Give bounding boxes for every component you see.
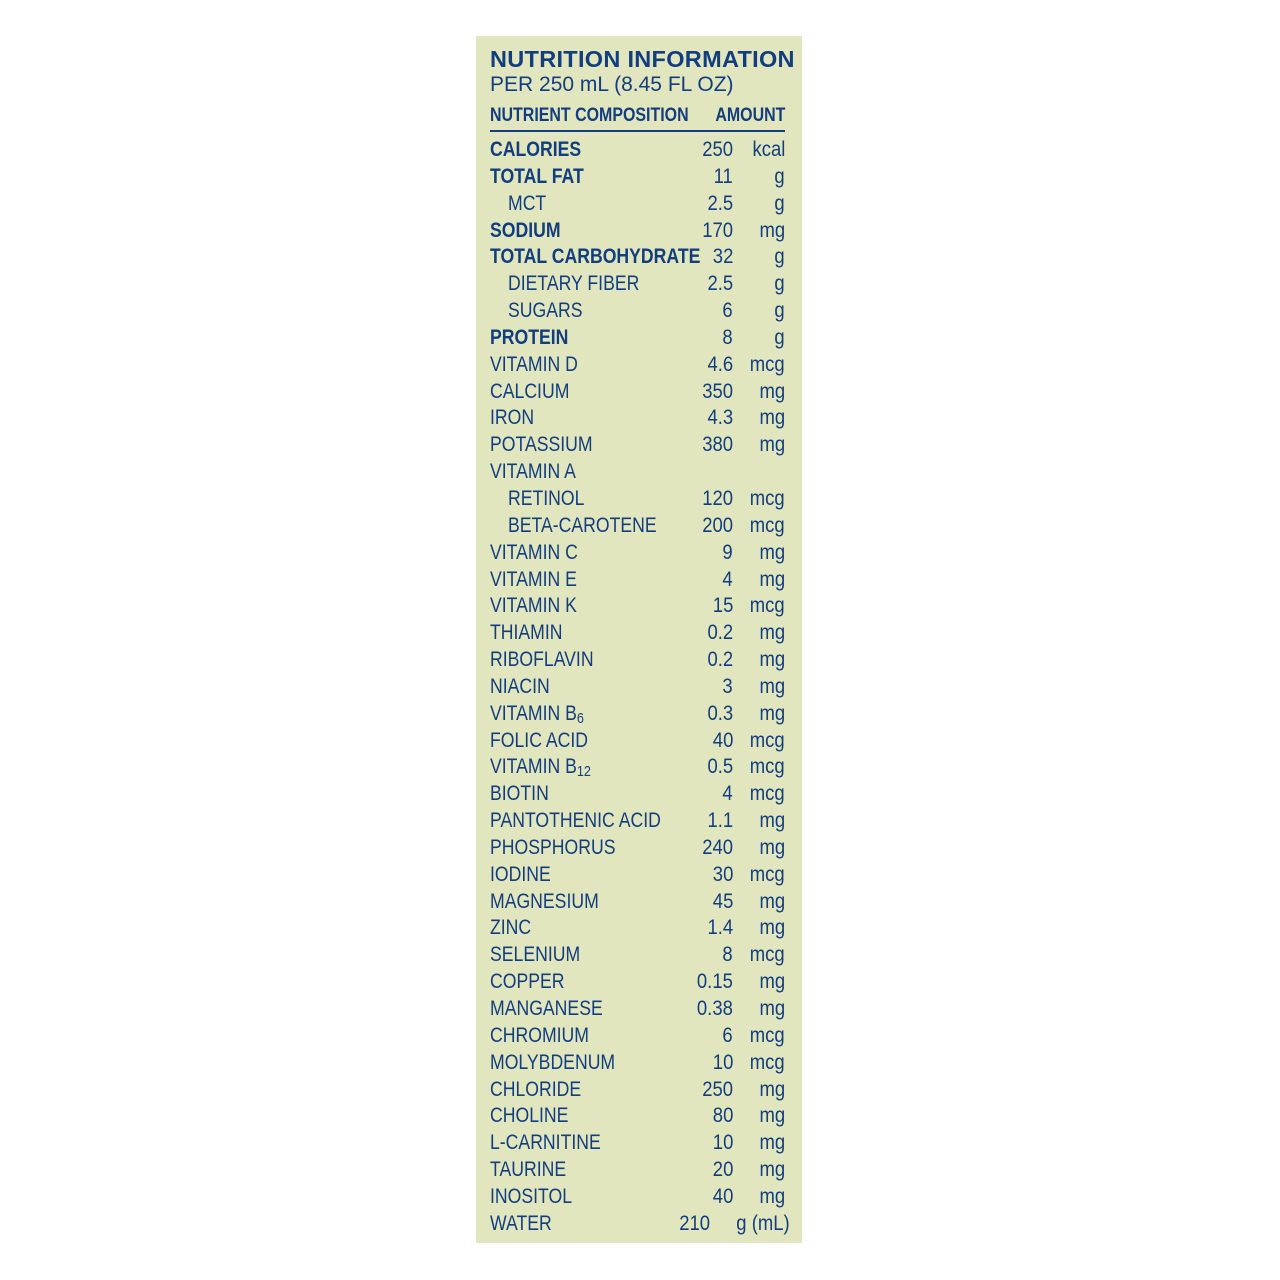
nutrient-amount: 40 xyxy=(712,1184,733,1208)
nutrient-unit: mcg xyxy=(750,728,785,752)
nutrient-amount: 4 xyxy=(722,567,733,591)
nutrient-row xyxy=(476,1157,802,1184)
nutrient-unit: mcg xyxy=(750,1050,785,1074)
nutrient-unit: mcg xyxy=(750,782,785,806)
nutrient-name: FOLIC ACID xyxy=(490,728,589,752)
nutrient-unit: mg xyxy=(759,218,785,242)
nutrient-row xyxy=(476,808,802,835)
nutrient-amount: 200 xyxy=(702,513,733,537)
nutrient-amount: 250 xyxy=(702,138,733,161)
nutrient-amount: 10 xyxy=(712,1050,733,1074)
nutrient-unit: mg xyxy=(759,835,785,859)
nutrient-row xyxy=(476,620,802,647)
nutrient-unit: mg xyxy=(759,1104,785,1128)
nutrient-row xyxy=(476,1130,802,1157)
nutrient-name: SELENIUM xyxy=(490,943,581,967)
nutrient-row xyxy=(476,781,802,808)
nutrient-name: PANTOTHENIC ACID xyxy=(490,809,661,833)
nutrient-unit: mg xyxy=(759,1077,785,1101)
nutrient-name: COPPER xyxy=(490,970,565,994)
nutrient-unit: mg xyxy=(759,701,785,725)
column-header-amount: AMOUNT xyxy=(714,105,785,126)
nutrient-name: INOSITOL xyxy=(490,1184,573,1208)
nutrient-row xyxy=(476,325,802,352)
nutrient-row xyxy=(476,137,802,164)
nutrient-name: VITAMIN A xyxy=(490,460,576,484)
nutrient-unit: g xyxy=(774,299,785,323)
nutrient-row xyxy=(476,754,802,781)
nutrient-row xyxy=(476,1184,802,1211)
nutrient-unit: mg xyxy=(759,997,785,1020)
nutrient-row xyxy=(476,459,802,486)
nutrient-amount: 11 xyxy=(713,164,733,188)
nutrient-amount: 1.4 xyxy=(707,916,733,940)
nutrient-row xyxy=(476,540,802,567)
column-header-nutrient: NUTRIENT COMPOSITION xyxy=(490,105,689,126)
nutrient-subscript: 12 xyxy=(576,763,591,781)
nutrient-row xyxy=(476,244,802,271)
nutrient-unit: mg xyxy=(759,916,785,940)
nutrient-name: RIBOFLAVIN xyxy=(490,648,594,672)
nutrient-name: MAGNESIUM xyxy=(490,889,599,913)
nutrient-unit: mcg xyxy=(750,755,785,779)
nutrient-unit: mg xyxy=(759,406,785,430)
nutrient-amount: 240 xyxy=(702,835,733,859)
nutrient-unit: g xyxy=(774,245,785,269)
nutrient-name: VITAMIN $B_{12}$ xyxy=(490,755,591,781)
nutrient-row xyxy=(476,164,802,191)
nutrient-unit: mcg xyxy=(750,594,785,618)
nutrient-amount: 45 xyxy=(712,889,733,913)
nutrient-row xyxy=(476,1211,802,1238)
nutrient-name: RETINOL xyxy=(508,486,585,510)
nutrient-unit: mg xyxy=(759,889,785,913)
nutrient-name: BIOTIN xyxy=(490,782,549,806)
nutrient-unit: mcg xyxy=(750,1023,785,1047)
nutrient-subscript: 6 xyxy=(576,709,584,727)
nutrient-row xyxy=(476,1023,802,1050)
nutrient-unit: mg xyxy=(759,540,785,564)
nutrient-name: CALORIES xyxy=(490,138,582,161)
nutrient-name: WATER xyxy=(490,1211,552,1235)
nutrient-name: CHOLINE xyxy=(490,1104,569,1128)
nutrient-amount: 210 xyxy=(679,1211,710,1235)
nutrient-amount: 30 xyxy=(712,862,733,886)
nutrient-amount: 20 xyxy=(712,1158,733,1182)
nutrient-amount: 6 xyxy=(722,299,733,323)
nutrient-row xyxy=(476,567,802,594)
nutrient-row xyxy=(476,191,802,218)
nutrient-name: CHLORIDE xyxy=(490,1077,582,1101)
nutrient-row xyxy=(476,1103,802,1130)
header-divider xyxy=(490,130,785,132)
nutrient-row xyxy=(476,593,802,620)
nutrient-amount: 4 xyxy=(722,782,733,806)
nutrient-row xyxy=(476,271,802,298)
nutrient-unit: mg xyxy=(759,379,785,403)
nutrient-amount: 2.5 xyxy=(707,272,733,296)
nutrient-name: VITAMIN C xyxy=(490,540,578,564)
nutrient-unit: mcg xyxy=(750,862,785,886)
nutrient-name: THIAMIN xyxy=(490,621,563,645)
nutrient-amount: 3 xyxy=(722,674,733,698)
nutrient-name: VITAMIN E xyxy=(490,567,577,591)
nutrient-row xyxy=(476,969,802,996)
nutrient-row xyxy=(476,942,802,969)
nutrient-amount: 40 xyxy=(712,728,733,752)
serving-size: PER 250 mL (8.45 FL OZ) xyxy=(490,73,734,96)
nutrient-name: TAURINE xyxy=(490,1158,567,1182)
nutrient-amount: 6 xyxy=(722,1023,733,1047)
nutrient-row xyxy=(476,1050,802,1077)
nutrient-amount: 4.3 xyxy=(707,406,733,430)
nutrient-unit: mg xyxy=(759,1158,785,1182)
nutrient-unit: mg xyxy=(759,674,785,698)
nutrient-unit: mg xyxy=(759,567,785,591)
nutrient-row xyxy=(476,674,802,701)
nutrient-row xyxy=(476,379,802,406)
nutrient-name: CHROMIUM xyxy=(490,1023,589,1047)
nutrient-name: POTASSIUM xyxy=(490,433,593,457)
nutrient-unit: mg xyxy=(759,648,785,672)
nutrient-row xyxy=(476,915,802,942)
nutrient-list xyxy=(476,137,802,1238)
nutrient-row xyxy=(476,862,802,889)
nutrient-amount: 0.3 xyxy=(707,701,733,725)
nutrient-amount: 120 xyxy=(702,486,733,510)
nutrient-unit: g xyxy=(774,191,785,215)
nutrient-row xyxy=(476,432,802,459)
nutrient-name: SODIUM xyxy=(490,218,561,242)
nutrient-name: BETA-CAROTENE xyxy=(508,513,657,537)
nutrient-amount: 250 xyxy=(702,1077,733,1101)
nutrient-row xyxy=(476,298,802,325)
nutrient-name: L-CARNITINE xyxy=(490,1131,601,1155)
nutrient-name: TOTAL CARBOHYDRATE xyxy=(490,245,701,269)
nutrient-name: SUGARS xyxy=(508,299,583,323)
nutrient-name: MANGANESE xyxy=(490,997,603,1020)
nutrient-amount: 380 xyxy=(702,433,733,457)
nutrient-name: VITAMIN D xyxy=(490,352,578,376)
nutrient-amount: 4.6 xyxy=(707,352,733,376)
nutrient-amount: 1.1 xyxy=(707,809,733,833)
nutrient-amount: 0.15 xyxy=(697,970,733,994)
nutrient-unit: mg xyxy=(759,621,785,645)
nutrition-panel xyxy=(476,36,802,1243)
nutrient-row xyxy=(476,647,802,674)
nutrient-unit: mg xyxy=(759,1131,785,1155)
nutrient-name: VITAMIN $B_6$ xyxy=(490,701,584,727)
nutrient-amount: 0.2 xyxy=(707,648,733,672)
nutrient-amount: 15 xyxy=(712,594,733,618)
nutrient-row xyxy=(476,835,802,862)
nutrient-unit: mcg xyxy=(750,513,785,537)
nutrient-unit: mcg xyxy=(750,943,785,967)
nutrient-amount: 8 xyxy=(722,325,733,349)
nutrient-row xyxy=(476,701,802,728)
nutrient-row xyxy=(476,889,802,916)
nutrient-name: ZINC xyxy=(490,916,532,940)
nutrient-name: CALCIUM xyxy=(490,379,570,403)
nutrient-amount: 10 xyxy=(712,1131,733,1155)
nutrient-unit: mcg xyxy=(750,352,785,376)
nutrient-amount: 0.38 xyxy=(697,997,733,1020)
nutrient-unit: g (mL) xyxy=(736,1211,790,1235)
nutrient-unit: kcal xyxy=(752,138,785,161)
nutrient-unit: mcg xyxy=(750,486,785,510)
nutrient-unit: mg xyxy=(759,809,785,833)
nutrient-unit: mg xyxy=(759,1184,785,1208)
nutrient-row xyxy=(476,352,802,379)
nutrient-amount: 350 xyxy=(702,379,733,403)
nutrient-row xyxy=(476,513,802,540)
nutrient-unit: mg xyxy=(759,970,785,994)
nutrient-amount: 2.5 xyxy=(707,191,733,215)
panel-title: NUTRITION INFORMATION xyxy=(490,46,795,72)
nutrient-name: PHOSPHORUS xyxy=(490,835,616,859)
nutrient-amount: 170 xyxy=(702,218,733,242)
nutrient-row xyxy=(476,1077,802,1104)
nutrient-name: TOTAL FAT xyxy=(490,164,584,188)
nutrient-row xyxy=(476,405,802,432)
nutrient-name: NIACIN xyxy=(490,674,550,698)
nutrient-unit: g xyxy=(774,325,785,349)
nutrient-row xyxy=(476,996,802,1023)
nutrient-unit: g xyxy=(774,272,785,296)
nutrient-amount: 0.2 xyxy=(707,621,733,645)
nutrient-amount: 0.5 xyxy=(707,755,733,779)
nutrient-amount: 32 xyxy=(712,245,733,269)
nutrient-row xyxy=(476,486,802,513)
nutrient-name: MCT xyxy=(508,191,547,215)
nutrient-unit: g xyxy=(774,164,785,188)
nutrient-name: IODINE xyxy=(490,862,551,886)
nutrient-name: MOLYBDENUM xyxy=(490,1050,616,1074)
nutrient-name: PROTEIN xyxy=(490,325,569,349)
nutrient-amount: 8 xyxy=(722,943,733,967)
nutrient-name: DIETARY FIBER xyxy=(508,272,640,296)
nutrient-amount: 9 xyxy=(722,540,733,564)
nutrient-unit: mg xyxy=(759,433,785,457)
nutrient-row xyxy=(476,218,802,245)
nutrient-amount: 80 xyxy=(712,1104,733,1128)
nutrient-name: VITAMIN K xyxy=(490,594,577,618)
nutrient-name: IRON xyxy=(490,406,535,430)
nutrient-row xyxy=(476,728,802,755)
